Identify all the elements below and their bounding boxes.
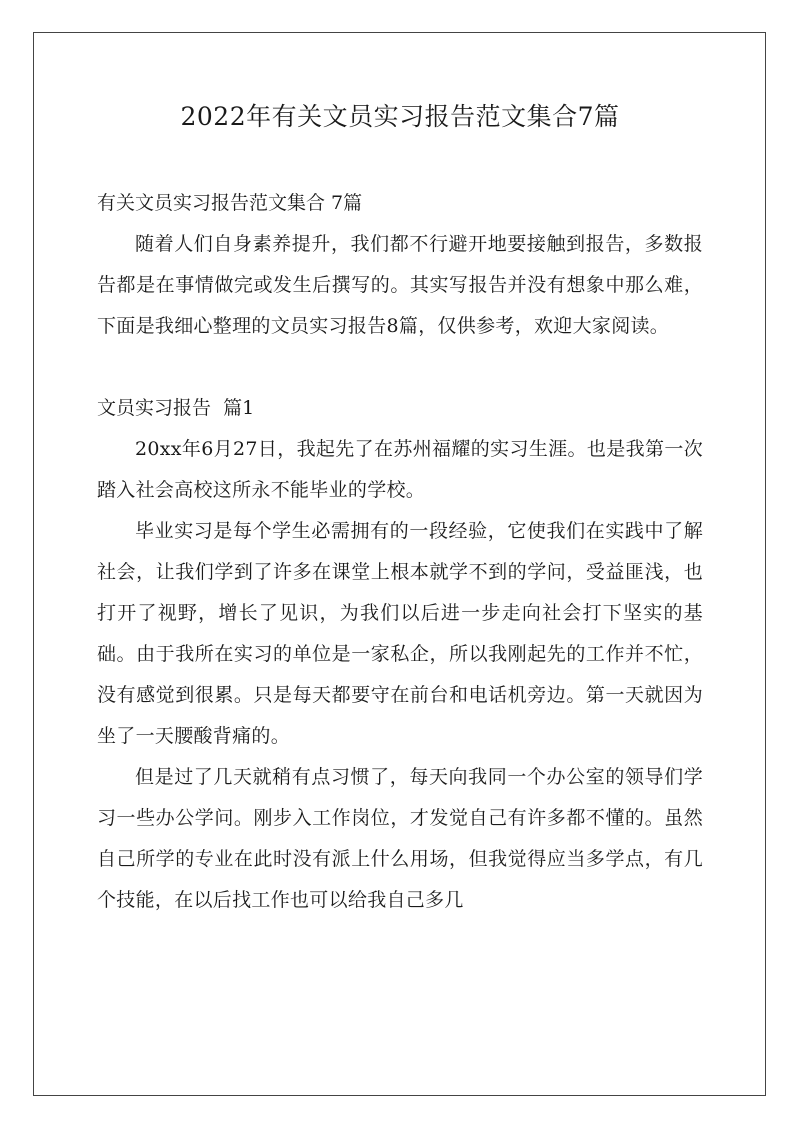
body-paragraph: 毕业实习是每个学生必需拥有的一段经验，它使我们在实践中了解社会，让我们学到了许多在课堂上根本就学不到的学问，受益匪浅，也打开了视野，增长了见识，为我们以后进一步走向社会打下坚实的基础。由于我所在实习的单位是一家私企，所以我刚起先的工作并不忙，没有感觉到很累。只是每天都要守在前台和电话机旁边。第一天就因为坐了一天腰酸背痛的。 [97, 520, 703, 747]
blank-line [97, 347, 703, 388]
body-paragraph: 但是过了几天就稍有点习惯了，每天向我同一个办公室的领导们学习一些办公学问。刚步入工作岗位，才发觉自己有许多都不懂的。虽然自己所学的专业在此时没有派上什么用场，但我觉得应当多学点，有几个技能，在以后找工作也可以给我自己多几 [97, 766, 703, 911]
document-body [97, 183, 703, 921]
intro-paragraph: 随着人们自身素养提升，我们都不行避开地要接触到报告，多数报告都是在事情做完或发生后撰写的。其实写报告并没有想象中那么难，下面是我细心整理的文员实习报告8篇，仅供参考，欢迎大家阅读。 [97, 233, 703, 337]
body-paragraph: 20xx年6月27日，我起先了在苏州福耀的实习生涯。也是我第一次踏入社会高校这所永不能毕业的学校。 [97, 438, 703, 501]
document-title: 2022年有关文员实习报告范文集合7篇 [180, 102, 620, 131]
document-subtitle: 有关文员实习报告范文集合 7篇 [97, 192, 363, 214]
section-heading: 文员实习报告 篇1 [97, 397, 255, 419]
